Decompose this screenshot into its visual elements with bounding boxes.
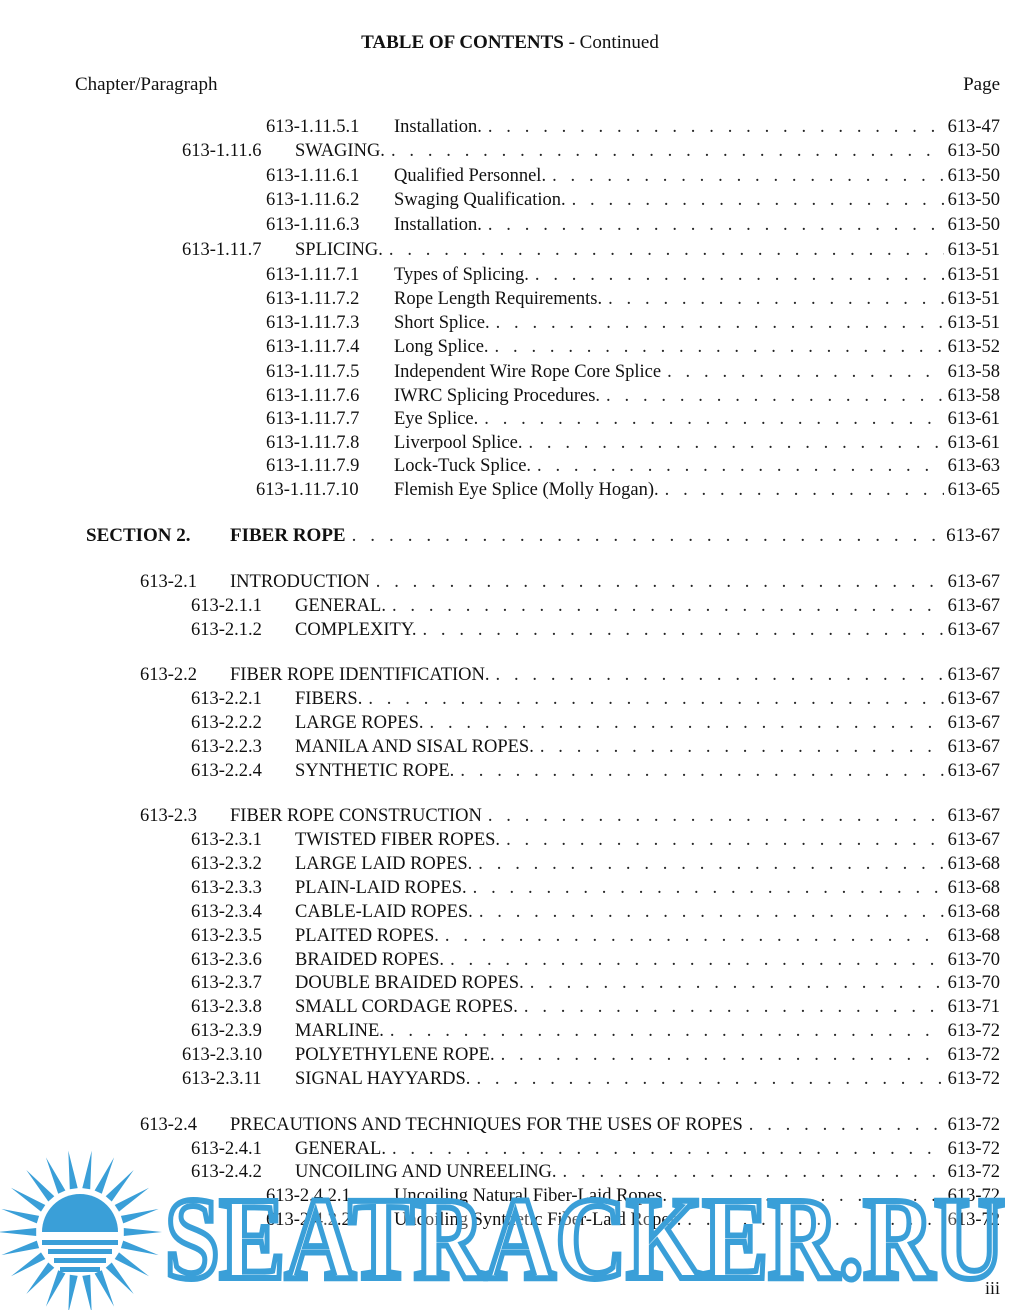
toc-row [0, 687, 1020, 711]
sun-ray [121, 1209, 159, 1224]
sun-ray [95, 1157, 115, 1193]
toc-leader-dots [501, 1043, 944, 1067]
sun-logo-icon [0, 1151, 162, 1310]
toc-paragraph-number: 613-1.11.7 [182, 240, 262, 260]
toc-paragraph-number: 613-1.11.7.6 [266, 386, 360, 406]
toc-entry [295, 852, 1000, 876]
toc-paragraph-number: 613-1.11.6.2 [266, 190, 360, 210]
toc-entry [295, 759, 1000, 783]
toc-row [0, 407, 1020, 431]
toc-entry-title: Long Splice. [394, 335, 495, 359]
toc-entry [295, 1067, 1000, 1091]
toc-row [0, 1043, 1020, 1067]
toc-entry-title: PLAITED ROPES. [295, 924, 445, 948]
toc-page-number: 613-72 [944, 1019, 1000, 1043]
toc-paragraph-number: 613-2.3.9 [191, 1021, 262, 1041]
toc-entry [230, 804, 1000, 828]
toc-row [0, 828, 1020, 852]
toc-page-number: 613-51 [944, 263, 1000, 287]
toc-entry-title: MARLINE. [295, 1019, 390, 1043]
toc-paragraph-number: 613-1.11.5.1 [266, 117, 360, 137]
toc-leader-dots [390, 1019, 944, 1043]
sun-disc [42, 1194, 118, 1232]
toc-entry-title: GENERAL. [295, 1137, 392, 1161]
toc-page-number: 613-71 [944, 995, 1000, 1019]
toc-leader-dots [460, 759, 943, 783]
toc-page-number: 613-72 [944, 1184, 1000, 1208]
toc-paragraph-number: 613-1.11.7.4 [266, 337, 360, 357]
toc-entry [295, 900, 1000, 924]
toc-entry [295, 139, 1000, 163]
sun-ray [26, 1263, 54, 1295]
toc-page-number: 613-67 [944, 735, 1000, 759]
toc-paragraph-number: 613-2.3.10 [182, 1045, 263, 1065]
toc-leader-dots [535, 263, 944, 287]
toc-paragraph-number: 613-2.2.1 [191, 689, 262, 709]
toc-entry-title: FIBER ROPE CONSTRUCTION [230, 804, 488, 828]
toc-leader-dots [667, 360, 943, 384]
watermark [0, 1150, 1020, 1310]
toc-entry [295, 735, 1000, 759]
sun-ray [1, 1209, 39, 1224]
toc-entry-title: SMALL CORDAGE ROPES. [295, 995, 524, 1019]
toc-row [0, 115, 1020, 139]
toc-page-number: 613-63 [944, 454, 1000, 478]
toc-row [0, 431, 1020, 455]
toc-paragraph-number: 613-2.3.4 [191, 902, 262, 922]
toc-row [0, 335, 1020, 359]
toc-page-number: 613-65 [944, 478, 1000, 502]
toc-leader-dots [476, 1067, 943, 1091]
toc-entry-title: FIBER ROPE IDENTIFICATION. [230, 663, 496, 687]
toc-entry-title: PLAIN-LAID ROPES. [295, 876, 473, 900]
toc-page-number: 613-47 [944, 115, 1000, 139]
toc-page-number: 613-51 [944, 311, 1000, 335]
toc-row [0, 876, 1020, 900]
toc-row [0, 478, 1020, 502]
toc-entry-title: FIBERS. [295, 687, 368, 711]
watermark-text: SEATRACKER.RU [165, 1173, 1005, 1304]
toc-leader-dots [608, 287, 943, 311]
sun-ray [46, 1157, 66, 1193]
toc-leader-dots [389, 238, 944, 262]
toc-paragraph-number: 613-2.2 [140, 665, 198, 685]
toc-paragraph-number: 613-2.3.8 [191, 997, 262, 1017]
sun-ray [115, 1188, 149, 1212]
toc-paragraph-number: 613-2.3.6 [191, 950, 262, 970]
toc-paragraph-number: 613-1.11.7.9 [266, 456, 360, 476]
toc-page-number: 613-67 [944, 711, 1000, 735]
toc-page-number: 613-67 [944, 828, 1000, 852]
toc-paragraph-number: 613-1.11.6 [182, 141, 262, 161]
toc-page-number: 613-67 [944, 759, 1000, 783]
sun-water-line [60, 1267, 100, 1272]
toc-entry [230, 524, 1000, 548]
toc-page-number: 613-67 [942, 524, 1000, 548]
toc-entry-title: COMPLEXITY. [295, 618, 422, 642]
toc-entry-title: Types of Splicing. [394, 263, 535, 287]
toc-entry-title: Uncoiling Natural Fiber-Laid Ropes. [394, 1184, 673, 1208]
toc-entry [230, 1113, 1000, 1137]
toc-page-number: 613-70 [944, 948, 1000, 972]
toc-page-number: 613-67 [944, 804, 1000, 828]
toc-paragraph-number: 613-2.3.7 [191, 973, 262, 993]
toc-entry [295, 711, 1000, 735]
toc-paragraph-number: 613-2.3.5 [191, 926, 262, 946]
toc-row [0, 663, 1020, 687]
toc-page-number: 613-52 [944, 335, 1000, 359]
toc-entry-title: Flemish Eye Splice (Molly Hogan). [394, 478, 665, 502]
toc-leader-dots [488, 115, 944, 139]
sun-ray [82, 1151, 91, 1189]
toc-entry [394, 263, 1000, 287]
toc-row [0, 384, 1020, 408]
toc-row [0, 454, 1020, 478]
toc-entry [295, 618, 1000, 642]
sun-ray [106, 1170, 134, 1202]
sun-ray [124, 1228, 162, 1236]
toc-row [0, 804, 1020, 828]
toc-entry-title: POLYETHYLENE ROPE. [295, 1043, 501, 1067]
toc-row [0, 735, 1020, 759]
sun-ray [68, 1151, 77, 1189]
sun-ray [82, 1275, 91, 1310]
toc-paragraph-number: 613-1.11.7.1 [266, 265, 360, 285]
toc-entry-title: SIGNAL HAYYARDS. [295, 1067, 476, 1091]
toc-leader-dots [749, 1113, 944, 1137]
sun-water-line [48, 1249, 112, 1254]
toc-row [0, 924, 1020, 948]
toc-paragraph-number: 613-1.11.7.8 [266, 433, 360, 453]
toc-entry [394, 188, 1000, 212]
toc-entry-title: SWAGING. [295, 139, 391, 163]
toc-entry [394, 164, 1000, 188]
toc-row [0, 238, 1020, 262]
toc-entry [394, 478, 1000, 502]
toc-page-number: 613-68 [944, 924, 1000, 948]
toc-row [0, 164, 1020, 188]
toc-paragraph-number: 613-2.2.4 [191, 761, 262, 781]
sun-ray [46, 1270, 66, 1306]
toc-paragraph-number: 613-2.4 [140, 1115, 198, 1135]
toc-entry [295, 971, 1000, 995]
toc-paragraph-number: 613-2.3 [140, 806, 198, 826]
toc-page-number: 613-72 [944, 1043, 1000, 1067]
toc-entry [295, 238, 1000, 262]
toc-row [0, 900, 1020, 924]
toc-entry [295, 1043, 1000, 1067]
toc-page-number: 613-72 [944, 1208, 1000, 1232]
toc-page-number: 613-67 [944, 687, 1000, 711]
toc-leader-dots [478, 852, 943, 876]
page-folio: iii [984, 1278, 1000, 1298]
toc-row [0, 618, 1020, 642]
toc-page-number: 613-68 [944, 852, 1000, 876]
toc-leader-dots [368, 687, 943, 711]
toc-entry-title: LARGE LAID ROPES. [295, 852, 478, 876]
toc-entry [394, 287, 1000, 311]
toc-leader-dots [479, 900, 944, 924]
toc-page-number: 613-67 [944, 663, 1000, 687]
toc-entry-title: PRECAUTIONS AND TECHNIQUES FOR THE USES OF ROPES [230, 1113, 749, 1137]
toc-entry-title: INTRODUCTION [230, 570, 376, 594]
toc-entry-title: Eye Splice. [394, 407, 484, 431]
toc-row [0, 188, 1020, 212]
toc-leader-dots [572, 188, 944, 212]
toc-entry-title: GENERAL. [295, 594, 392, 618]
toc-entry-title: Liverpool Splice. [394, 431, 528, 455]
toc-paragraph-number: 613-2.4.2.2 [266, 1210, 351, 1230]
toc-page-number: 613-51 [944, 238, 1000, 262]
toc-entry-title: Installation. [394, 115, 488, 139]
toc-paragraph-number: 613-2.1 [140, 572, 198, 592]
toc-row [0, 213, 1020, 237]
toc-paragraph-number: 613-2.1.1 [191, 596, 262, 616]
sun-ray [11, 1252, 45, 1276]
toc-row [0, 594, 1020, 618]
toc-page-number: 613-61 [944, 407, 1000, 431]
toc-page-number: 613-50 [944, 188, 1000, 212]
toc-entry-title: Lock-Tuck Splice. [394, 454, 537, 478]
toc-row [0, 995, 1020, 1019]
toc-page-number: 613-67 [944, 570, 1000, 594]
toc-leader-dots [606, 384, 944, 408]
toc-leader-dots [473, 876, 944, 900]
toc-entry-title: Rope Length Requirements. [394, 287, 608, 311]
toc-entry [394, 311, 1000, 335]
sun-ray [26, 1170, 54, 1202]
toc-page-number: 613-72 [944, 1113, 1000, 1137]
toc-leader-dots [496, 311, 944, 335]
toc-entry-title: Qualified Personnel. [394, 164, 552, 188]
toc-leader-dots [376, 570, 944, 594]
toc-entry [295, 594, 1000, 618]
toc-leader-dots [430, 711, 944, 735]
toc-paragraph-number: 613-2.4.2.1 [266, 1186, 351, 1206]
sun-ray [68, 1275, 77, 1310]
toc-page-number: 613-50 [944, 213, 1000, 237]
toc-entry [295, 924, 1000, 948]
sun-ray [0, 1228, 36, 1236]
toc-paragraph-number: 613-2.4.2 [191, 1162, 262, 1182]
toc-leader-dots [540, 735, 944, 759]
toc-page-number: 613-72 [944, 1137, 1000, 1161]
toc-paragraph-number: 613-1.11.7.2 [266, 289, 360, 309]
toc-entry-title: MANILA AND SISAL ROPES. [295, 735, 540, 759]
toc-page-number: 613-51 [944, 287, 1000, 311]
toc-page-number: 613-67 [944, 618, 1000, 642]
sun-water-line [54, 1258, 106, 1263]
toc-entry [230, 570, 1000, 594]
toc-entry-title: Independent Wire Rope Core Splice [394, 360, 667, 384]
sun-ray [115, 1252, 149, 1276]
title-suffix: - Continued [563, 32, 659, 53]
toc-leader-dots [352, 524, 943, 548]
toc-entry [394, 454, 1000, 478]
toc-row [0, 1019, 1020, 1043]
toc-leader-dots [537, 454, 944, 478]
toc-entry-title: BRAIDED ROPES. [295, 948, 450, 972]
toc-page-number: 613-61 [944, 431, 1000, 455]
toc-row [0, 852, 1020, 876]
sun-ray [1, 1241, 39, 1256]
toc-entry [394, 213, 1000, 237]
toc-entry [394, 431, 1000, 455]
toc-row [0, 759, 1020, 783]
toc-paragraph-number: 613-2.3.11 [182, 1069, 262, 1089]
toc-page-number: 613-68 [944, 876, 1000, 900]
toc-entry [295, 687, 1000, 711]
toc-leader-dots [484, 407, 943, 431]
toc-paragraph-number: 613-1.11.6.3 [266, 215, 360, 235]
toc-section-row [0, 524, 1020, 548]
toc-entry [295, 1019, 1000, 1043]
toc-leader-dots [391, 139, 944, 163]
toc-entry-title: Short Splice. [394, 311, 496, 335]
toc-leader-dots [506, 828, 944, 852]
toc-row [0, 971, 1020, 995]
sun-ray [11, 1188, 45, 1212]
toc-row [0, 360, 1020, 384]
toc-entry [295, 995, 1000, 1019]
column-header-chapter: Chapter/Paragraph [75, 74, 218, 95]
toc-page-number: 613-72 [944, 1160, 1000, 1184]
toc-leader-dots [392, 594, 944, 618]
toc-row [0, 1113, 1020, 1137]
toc-entry [394, 384, 1000, 408]
toc-page-number: 613-67 [944, 594, 1000, 618]
toc-page-number: 613-72 [944, 1067, 1000, 1091]
toc-leader-dots [528, 431, 943, 455]
sun-ray [106, 1263, 134, 1295]
sun-ray [95, 1270, 115, 1306]
toc-entry-title: LARGE ROPES. [295, 711, 430, 735]
page-title [0, 32, 1020, 54]
toc-entry-title: Swaging Qualification. [394, 188, 572, 212]
toc-leader-dots [450, 948, 944, 972]
toc-leader-dots [495, 335, 944, 359]
toc-row [0, 570, 1020, 594]
toc-leader-dots [488, 213, 944, 237]
toc-row [0, 263, 1020, 287]
toc-entry-title: TWISTED FIBER ROPES. [295, 828, 506, 852]
toc-paragraph-number: SECTION 2. [86, 525, 191, 546]
toc-entry [394, 115, 1000, 139]
toc-entry-title: FIBER ROPE [230, 524, 352, 548]
toc-entry-title: UNCOILING AND UNREELING. [295, 1160, 563, 1184]
toc-paragraph-number: 613-2.2.2 [191, 713, 262, 733]
toc-page-number: 613-50 [944, 139, 1000, 163]
toc-leader-dots [422, 618, 943, 642]
sun-water-line [42, 1240, 118, 1245]
column-header-page: Page [963, 74, 1000, 95]
toc-entry [394, 360, 1000, 384]
toc-entry-title: SYNTHETIC ROPE. [295, 759, 460, 783]
toc-row [0, 287, 1020, 311]
toc-entry [394, 407, 1000, 431]
toc-leader-dots [445, 924, 944, 948]
toc-page-number: 613-68 [944, 900, 1000, 924]
toc-leader-dots [665, 478, 944, 502]
toc-entry-title: SPLICING. [295, 238, 389, 262]
toc-entry-title: Installation. [394, 213, 488, 237]
toc-entry-title: Uncoiling Synthetic Fiber-Laid Ropes. [394, 1208, 687, 1232]
toc-entry [295, 876, 1000, 900]
toc-entry [295, 948, 1000, 972]
toc-paragraph-number: 613-2.3.2 [191, 854, 262, 874]
toc-row [0, 1067, 1020, 1091]
toc-paragraph-number: 613-1.11.6.1 [266, 166, 360, 186]
toc-page-number: 613-70 [944, 971, 1000, 995]
toc-paragraph-number: 613-2.1.2 [191, 620, 262, 640]
toc-page-number: 613-58 [944, 384, 1000, 408]
toc-paragraph-number: 613-1.11.7.10 [256, 480, 359, 500]
toc-entry-title: CABLE-LAID ROPES. [295, 900, 479, 924]
toc-leader-dots [496, 663, 944, 687]
toc-entry-title: DOUBLE BRAIDED ROPES. [295, 971, 530, 995]
toc-leader-dots [488, 804, 944, 828]
toc-row [0, 711, 1020, 735]
toc-entry [394, 335, 1000, 359]
toc-paragraph-number: 613-1.11.7.3 [266, 313, 360, 333]
toc-paragraph-number: 613-1.11.7.7 [266, 409, 360, 429]
toc-paragraph-number: 613-2.4.1 [191, 1139, 262, 1159]
toc-entry [295, 828, 1000, 852]
toc-entry [230, 663, 1000, 687]
title-main: TABLE OF CONTENTS [361, 32, 564, 53]
toc-paragraph-number: 613-2.2.3 [191, 737, 262, 757]
toc-leader-dots [524, 995, 944, 1019]
toc-leader-dots [552, 164, 944, 188]
toc-entry-title: IWRC Splicing Procedures. [394, 384, 606, 408]
toc-leader-dots [530, 971, 944, 995]
toc-page-number: 613-58 [944, 360, 1000, 384]
toc-paragraph-number: 613-2.3.3 [191, 878, 262, 898]
toc-row [0, 311, 1020, 335]
toc-row [0, 948, 1020, 972]
toc-page-number: 613-50 [944, 164, 1000, 188]
toc-paragraph-number: 613-1.11.7.5 [266, 362, 360, 382]
toc-paragraph-number: 613-2.3.1 [191, 830, 262, 850]
sun-ray [121, 1241, 159, 1256]
toc-row [0, 139, 1020, 163]
